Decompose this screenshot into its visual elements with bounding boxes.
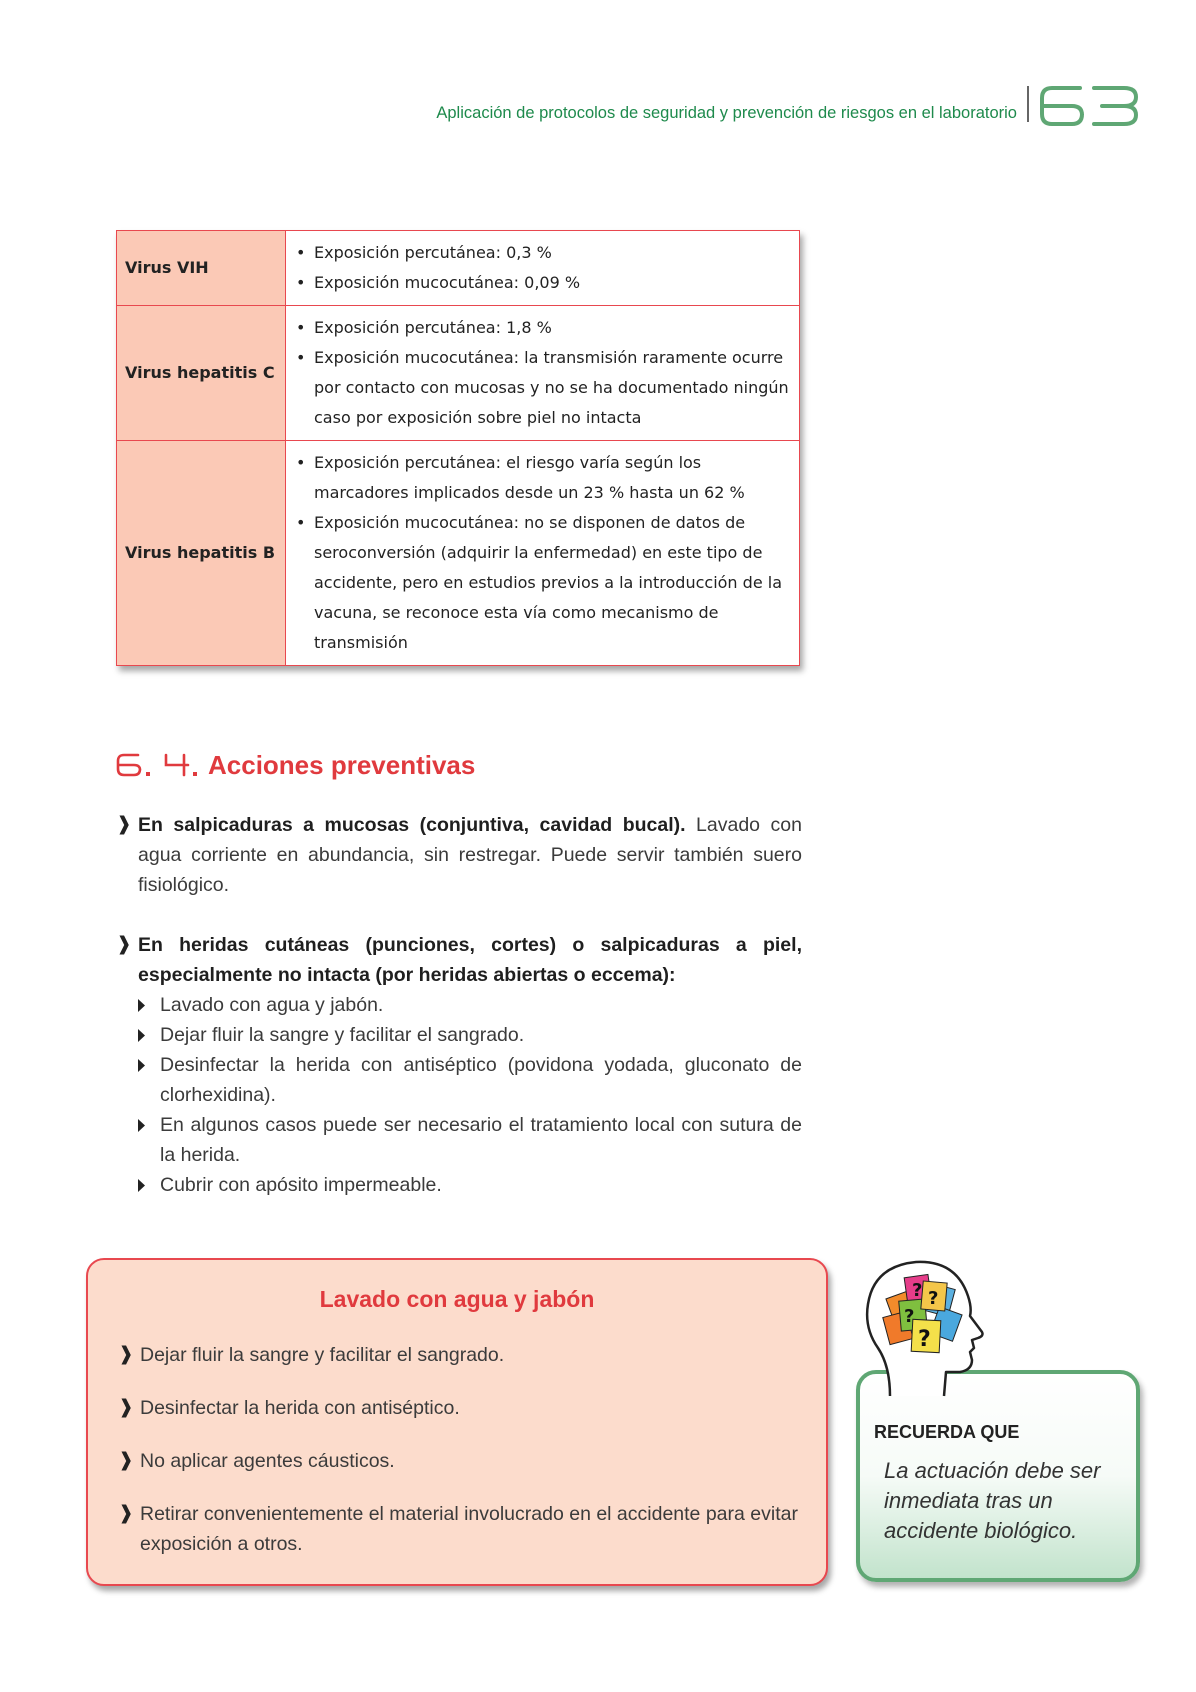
chevron-icon: ❱ xyxy=(116,814,132,835)
triangle-bullet-icon xyxy=(138,1059,145,1072)
info-box-title: Lavado con agua y jabón xyxy=(319,1286,595,1312)
chevron-icon: ❱ xyxy=(116,934,132,955)
svg-text:?: ? xyxy=(928,1288,939,1309)
section-number xyxy=(116,753,198,777)
reminder-heading: RECUERDA QUE xyxy=(874,1422,1020,1442)
list-item: • Exposición percutánea: 1,8 % xyxy=(296,313,791,343)
svg-text:?: ? xyxy=(918,1327,931,1352)
paragraph-lead: En heridas cutáneas (punciones, cortes) o salpicaduras a piel, especialmente no intacta (por heridas abiertas o eccema): xyxy=(138,934,802,986)
row-content xyxy=(286,306,800,441)
risk-table xyxy=(116,230,800,666)
list-item: • Exposición mucocutánea: no se disponen de datos de seroconversión (adquirir la enfermedad) en este tipo de accidente, pero en estudios previos a la introducción de la vacuna, se reconoce esta vía como mecanismo de transmisión xyxy=(296,508,791,658)
section-heading xyxy=(116,745,475,785)
paragraph-text: Lavado con agua corriente en abundancia, sin restregar. Puede servir también suero fisiológico. xyxy=(138,814,802,896)
chevron-icon: ❱ xyxy=(118,1503,134,1524)
action-list xyxy=(116,990,802,1200)
list-item: • Exposición percutánea: el riesgo varía según los marcadores implicados desde un 23 % hasta un 62 % xyxy=(296,448,791,508)
list-item: • Exposición mucocutánea: la transmisión raramente ocurre por contacto con mucosas y no se ha documentado ningún caso por exposición sobre piel no intacta xyxy=(296,343,791,433)
svg-text:?: ? xyxy=(912,1280,923,1301)
paragraph-heridas xyxy=(116,930,802,1200)
list-item: • Exposición percutánea: 0,3 % xyxy=(296,238,791,268)
table-row xyxy=(117,231,800,306)
list-item: Lavado con agua y jabón. xyxy=(138,990,802,1020)
list-item: Dejar fluir la sangre y facilitar el sangrado. xyxy=(138,1020,802,1050)
triangle-bullet-icon xyxy=(138,1119,145,1132)
info-box-list xyxy=(118,1340,808,1582)
row-label: Virus hepatitis C xyxy=(117,306,286,441)
reminder-text: La actuación debe ser inmediata tras un accidente biológico. xyxy=(884,1458,1101,1543)
list-item: En algunos casos puede ser necesario el tratamiento local con sutura de la herida. xyxy=(138,1110,802,1170)
row-content xyxy=(286,441,800,666)
row-label: Virus VIH xyxy=(117,231,286,306)
list-item: Cubrir con apósito impermeable. xyxy=(138,1170,802,1200)
triangle-bullet-icon xyxy=(138,1179,145,1192)
list-item: ❱ No aplicar agentes cáusticos. xyxy=(118,1446,808,1476)
section-title: Acciones preventivas xyxy=(208,749,476,780)
list-item: ❱ Retirar convenientemente el material involucrado en el accidente para evitar exposición a otros. xyxy=(118,1499,808,1559)
table-row xyxy=(117,441,800,666)
page-number xyxy=(1040,84,1140,128)
row-label: Virus hepatitis B xyxy=(117,441,286,666)
list-item: ❱ Dejar fluir la sangre y facilitar el sangrado. xyxy=(118,1340,808,1370)
list-item: • Exposición mucocutánea: 0,09 % xyxy=(296,268,791,298)
table-row xyxy=(117,306,800,441)
list-item: Desinfectar la herida con antiséptico (povidona yodada, gluconato de clorhexidina). xyxy=(138,1050,802,1110)
list-item: ❱ Desinfectar la herida con antiséptico. xyxy=(118,1393,808,1423)
svg-text:?: ? xyxy=(904,1306,915,1327)
paragraph-lead: En salpicaduras a mucosas (conjuntiva, cavidad bucal). xyxy=(138,814,686,836)
head-question-icon xyxy=(860,1256,990,1406)
chevron-icon: ❱ xyxy=(118,1450,134,1471)
chevron-icon: ❱ xyxy=(118,1397,134,1418)
triangle-bullet-icon xyxy=(138,1029,145,1042)
chevron-icon: ❱ xyxy=(118,1344,134,1365)
running-header: Aplicación de protocolos de seguridad y prevención de riesgos en el laboratorio xyxy=(436,104,1017,122)
info-box-lavado xyxy=(86,1258,828,1586)
paragraph-mucosas xyxy=(116,810,802,900)
triangle-bullet-icon xyxy=(138,999,145,1012)
header-divider xyxy=(1027,86,1029,122)
row-content xyxy=(286,231,800,306)
